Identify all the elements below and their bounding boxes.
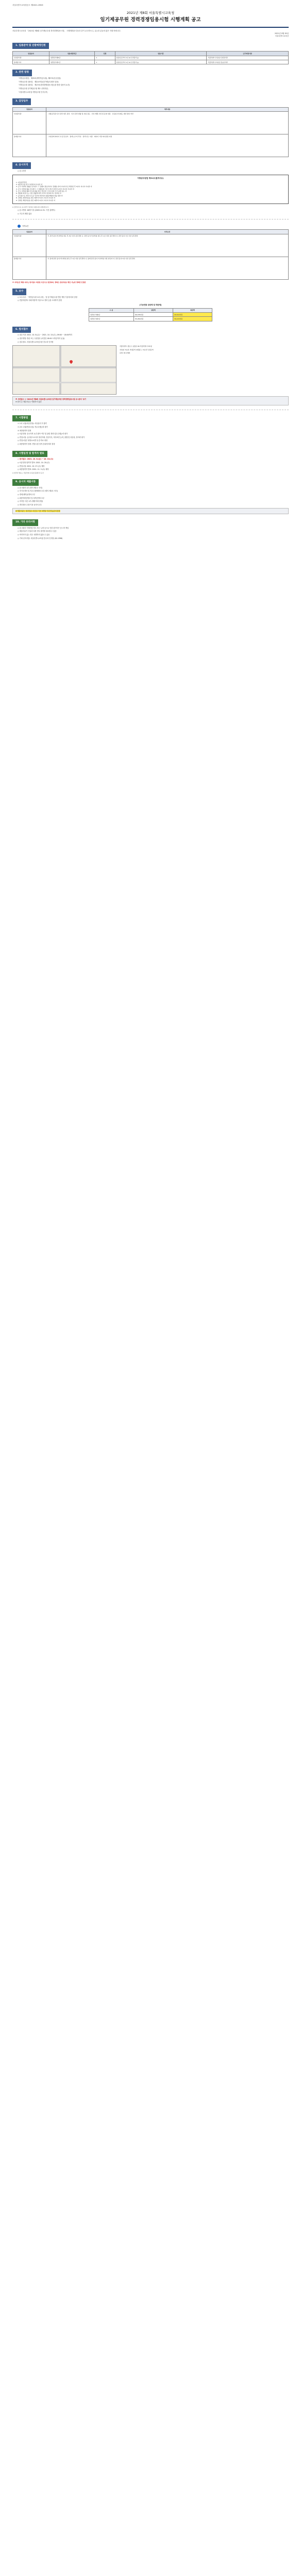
table-header: 임용분야 (13, 52, 49, 56)
note: ※ 결격사유 등 응시자격 기준일은 최종시험 시행일입니다. (12, 206, 49, 208)
box-title: 지방공무원법 제31조(결격사유) (137, 177, 164, 179)
step-item: ① 1차 시험(서류전형): 서류심사 후 합격 (18, 422, 47, 425)
item-label: 응시연령 (19, 209, 26, 211)
table-header: 구 분 (89, 308, 134, 312)
doc-line: ○ 응시원서 1부 (별지 제1호 서식) (18, 486, 43, 489)
table-header: 세부내용 (46, 107, 289, 111)
box-line: 8. 징계로 파면처분을 받은 때부터 5년이 지나지 아니한 자 (16, 197, 56, 199)
law-item: 「지방공무원 임기제공무원 제도 운영지침」 (18, 87, 49, 90)
table-cell: · 교육통계 데이터 수집 및 분석 · 통계 보고서 작성 · 정책 연구 지원 · 데이터 기반 의사결정 지원 (46, 134, 289, 157)
table-row (13, 234, 289, 257)
title-block (12, 11, 289, 24)
item-label: 접수장소 (19, 341, 26, 343)
table-header: 임용예정직급 (49, 52, 94, 56)
item-label: 자격요건 (22, 225, 29, 228)
section-3 (12, 98, 289, 157)
section-4-title: 4. 응시자격 (12, 162, 31, 169)
notice-box (12, 396, 289, 405)
section-2 (12, 70, 289, 93)
title-line2: 임기제공무원 경력경쟁임용시험 시행계획 공고 (100, 17, 201, 23)
salary-table (89, 308, 212, 321)
table-cell: 39,223천원 (173, 317, 212, 321)
box-line: 5. 금고 이상의 형의 선고유예를 받은 경우에 그 선고유예 기간 중에 있는 자 (16, 190, 67, 193)
method-line: ○ 서류전형: 응시자격 요건 충족 여부 및 관련 경력·업무수행능력 평가 (18, 433, 68, 435)
box-line: 1. 피성년후견인 (16, 181, 27, 183)
location-map-block (12, 345, 289, 395)
box-line: 3. 금고 이상의 실형을 선고받고 그 집행이 종료되거나 집행을 받지 아니하기로 확정된 후 5년이 지나지 아니한 자 (16, 185, 92, 188)
table-cell: 서울특별시교육청 정보분석과 (207, 60, 289, 64)
table-cell: 55,059천원 (133, 317, 173, 321)
announce-date: 2021년 9월 30일 (274, 32, 289, 35)
duty-table (12, 107, 289, 157)
table-row (13, 112, 289, 134)
section-1 (12, 43, 289, 65)
table-cell: 일반임기제7급 (89, 317, 134, 321)
law-item: 「지방공무원 임용령」 제21조의2(임기제공무원의 임용) (18, 80, 59, 83)
title-line1: 2021년 제8회 서울특별시교육청 (126, 11, 175, 15)
method-line: ○ 면접시험은 평정요소별 상·중·하로 평정 (18, 439, 48, 442)
note: ※ 합격자 발표는 서울특별시교육청 홈페이지 공지 (12, 471, 44, 474)
law-item: 「지방공무원법」 제25조(계약직공무원), 제27조(신규임용) (18, 77, 61, 80)
notice-line: ○ 응시원서 기재사항 착오 또는 누락 등으로 인한 불이익은 응시자 책임 (18, 527, 69, 529)
item-text: 아래 하한액 이상으로 경력 등을 고려하여 결정 (28, 299, 62, 302)
notice-line: ○ 기타 문의사항: 서울특별시교육청 총무과 인사팀 (02-1396) (18, 537, 63, 539)
item-label: 접수방법 (19, 337, 26, 340)
map-road (13, 382, 116, 383)
bullet-icon (18, 225, 21, 228)
item-heading (18, 225, 289, 228)
notice-line: ※ 우편접수 시 '2021년 제8회 서울특별시교육청 임기제공무원 경력경쟁임용시험 응시원서' 표기 (15, 398, 86, 401)
item-heading: ○ 응시자격 (18, 170, 26, 172)
table-cell: 가. 통계 관련 분야 학사학위 취득 후 1년 이상 실무경력 나. 통계 관련 분야 석사학위 이상 취득자 다. 관련 분야 3년 이상 실무경력 (46, 257, 289, 279)
notice-box (12, 508, 289, 515)
doc-line: ○ 최종학력증명서 및 성적증명서 1부 (18, 497, 44, 499)
section-9-title: 9. 응시자 제출서류 (12, 479, 39, 486)
section-3-title: 3. 담당업무 (12, 98, 31, 105)
table-cell: 통계분석사 (13, 257, 46, 279)
section-1-title: 1. 임용분야 및 선발예정인원 (12, 43, 49, 49)
table-cell: · 지방공무원 인사 관련 업무 담당 · 인사 관련 법령 및 지침 검토 · 인사 계획 수립 및 운영 지원 · 교육청 인사제도 개선 방안 마련 (46, 112, 289, 134)
table-cell: 인천원서과 (13, 56, 49, 60)
recruit-table (12, 51, 289, 64)
item-heading: ○ 보수수준: 「지방공무원 보수규정」 및 임기제공무원 연봉 책정 기준에 따라 결정 (18, 296, 77, 298)
table-cell: 일반임기제7급 (49, 60, 94, 64)
item-heading: ○ 응시연령: 18세 이상 (2003.12.31. 이전 출생자) (18, 209, 55, 211)
section-7 (12, 415, 289, 446)
table-header: 자격요건 (46, 230, 289, 234)
item-text: 서울특별시교육청 3층 총무과 인사팀 (27, 341, 54, 343)
highlight-note: ※ 제출서류는 원서접수 마감일 기준 3개월 이내 발급분에 한함 (15, 510, 60, 512)
table-row (13, 257, 289, 279)
map-transit: 지하철: 5호선 서대문역 4번출구 / 3호선 독립문역 (120, 348, 154, 351)
box-line: 7. 공무원으로 재직기간 중 직무와 관련하여 횡령·배임의 죄를 범한 자 (16, 194, 63, 197)
item-heading: ○ 연봉하한액: 아래 하한액 이상으로 경력 등을 고려하여 결정 (18, 299, 62, 302)
notice-line: ※ 원서 등 제출서류는 반환하지 않음 (15, 400, 42, 403)
table-cell: 임용일로부터 1년 (1년 연장가능) (115, 56, 207, 60)
item-text: 18세 이상 (2003.12.31. 이전 출생자) (27, 209, 55, 211)
item-label: 보수수준 (19, 296, 26, 298)
document-header: 서울특별시교육청공고 제2021-196호 (12, 4, 44, 6)
location-map[interactable] (12, 345, 116, 395)
section-qualification (12, 225, 289, 283)
item-text: 2021. 10. 8.(금) ~ 2021. 10. 13.(수), 09:00 ~ 18:00까지 (27, 334, 72, 336)
table-row (89, 317, 212, 321)
box-line: 6. 법원의 판결 또는 다른 법률에 따라 자격이 상실되거나 정지된 자 (16, 192, 61, 195)
item-heading: ○ 접수방법: 방문 또는 우편접수 (마감일 18:00 도착분까지 유효) (18, 337, 65, 340)
table-cell: 인천원서과 (13, 234, 46, 257)
schedule-line: ○ 최종합격자 발표: 2021. 11. 3.(수) 예정 (18, 468, 49, 471)
doc-line: ○ 자기소개서 및 직무수행계획서 1부 (별지 제2호 서식) (18, 490, 58, 493)
map-info (120, 345, 289, 395)
map-road (59, 346, 61, 394)
box-line: 2. 파산선고를 받고 복권되지 아니한 자 (16, 183, 43, 186)
item-heading: ○ 거주지 제한 없음 (18, 212, 32, 215)
step-item: ③ 최종합격자 결정 (18, 429, 31, 432)
table-cell: 임용일로부터 1년 (1년 연장가능) (115, 60, 207, 64)
item-heading: ○ 접수장소: 서울특별시교육청 3층 총무과 인사팀 (18, 341, 54, 343)
table-header: 하한액 (173, 308, 212, 312)
section-10-title: 10. 기타 유의사항 (12, 519, 38, 526)
item-text: 「지방공무원 보수규정」 및 임기제공무원 연봉 책정 기준에 따라 결정 (27, 296, 77, 298)
law-item: 「서울특별시교육청 지방공무원 인사규칙」 (18, 91, 49, 93)
table-header: 인원 (95, 52, 115, 56)
table-cell: 통계분석사 (13, 60, 49, 64)
table-cell: 통계분석사 (13, 134, 46, 157)
notice-line: ○ 적격자가 없는 경우 선발하지 않을 수 있음 (18, 534, 50, 536)
law-item: 「지방공무원 임용령」 제17조(경력경쟁임용시험등을 통한 임용의 요건) (18, 84, 70, 87)
title-divider (12, 27, 289, 28)
map-phone: 문의: 02-1396 (120, 352, 130, 354)
table-row (13, 134, 289, 157)
table-row (13, 56, 289, 60)
table-cell: 일반임기제6급 (49, 56, 94, 60)
table-cell: 일반임기제6급 (89, 313, 134, 317)
box-line: 4. 금고 이상의 형을 선고받고 그 집행유예 기간이 끝난 날부터 2년이 지나지 아니한 자 (16, 188, 74, 190)
item-label: 접수기간 (19, 334, 26, 336)
table-cell: 서울특별시교육청 인천원서과 (207, 56, 289, 60)
section-8-title: 8. 시험일정 및 합격자 발표 (12, 451, 47, 457)
item-label: 거주지 제한 없음 (19, 212, 32, 215)
schedule-line: ○ 원서접수: 2021. 10. 8.(금) ~ 10. 13.(수) (18, 458, 54, 461)
table-cell: 66,978천원 (133, 313, 173, 317)
qualification-table (12, 229, 289, 279)
table-cell: 인천원서과 (13, 112, 46, 134)
intro-text: 서울특별시교육청 「2021년 제8회 임기제공무원 경력경쟁임용시험」 시행계획을 다음과 같이 공고하오니, 유능한 분들의 많은 지원 바랍니다. (12, 29, 121, 32)
section-6-title: 6. 원서접수 (12, 327, 31, 333)
table-header: 임용기간 (115, 52, 207, 56)
table-cell: 1 (95, 56, 115, 60)
table-cell: 1 (95, 60, 115, 64)
section-8 (12, 451, 289, 474)
table-header: 근무예정기관 (207, 52, 289, 56)
disqualification-box (12, 175, 289, 204)
item-text: 방문 또는 우편접수 (마감일 18:00 도착분까지 유효) (27, 337, 65, 340)
section-2-title: 2. 관련 법령 (12, 70, 32, 76)
table-header: 상한액 (133, 308, 173, 312)
section-10 (12, 519, 289, 539)
table-cell: 가. 관련 분야 학사학위 취득 후 3년 이상 실무경력 나. 관련 분야 석사학위 취득 후 1년 이상 실무경력 다. 관련 분야 7년 이상 실무경력 (46, 234, 289, 257)
section-5 (12, 289, 289, 321)
salary-table-title: [기준연봉 상한액 및 하한액] (139, 303, 162, 306)
map-road (13, 366, 116, 368)
section-9 (12, 479, 289, 514)
section-7-title: 7. 시험방법 (12, 415, 31, 422)
map-pin-icon (69, 360, 73, 364)
schedule-line: ○ 면접시험: 2021. 10. 27.(수) 예정 (18, 465, 45, 467)
warning-note: ※ 자격요건 해당 여부는 원서접수 마감일 기준으로 판단하며, 경력은 증빙서류로 확인 가능한 경력만 인정함 (12, 281, 86, 283)
doc-line: ○ 자격증 사본 1부 (해당자에 한함) (18, 500, 43, 503)
doc-line: ○ 개인정보 수집·이용 동의서 1부 (18, 503, 42, 506)
item-heading: ○ 접수기간: 2021. 10. 8.(금) ~ 2021. 10. 13.(수), 09:00 ~ 18:00까지 (18, 334, 72, 336)
schedule-line: ○ 서류전형 합격자 발표: 2021. 10. 20.(수) (18, 462, 50, 464)
table-header: 임용분야 (13, 107, 46, 111)
method-line: ○ 면접시험: 공무원으로서의 정신자세, 전문지식, 의사표현 능력, 품행 및 성실성, 창의력 평가 (18, 436, 85, 438)
section-5-title: 5. 보수 (12, 289, 26, 295)
doc-line: ○ 경력(재직)증명서 1부 (18, 493, 35, 496)
notice-line: ○ 제출서류가 사실과 다를 경우 합격을 취소할 수 있음 (18, 530, 57, 533)
method-line: ○ 최종합격자 결정: 면접시험 성적 순위에 따라 결정 (18, 443, 55, 446)
table-row (13, 60, 289, 64)
item-label: 연봉하한액 (19, 299, 28, 302)
issuer: 서울특별시교육감 (275, 35, 289, 37)
section-6 (12, 327, 289, 405)
table-row (89, 313, 212, 317)
item-label: 응시자격 (19, 170, 26, 172)
step-item: ② 2차 시험(면접시험): 직무수행능력 평가 (18, 426, 48, 428)
map-address: 서울특별시 종로구 송월길 48 서울특별시교육청 (120, 345, 152, 348)
table-header: 임용분야 (13, 230, 46, 234)
section-4 (12, 162, 289, 215)
box-line: 9. 징계로 해임처분을 받은 때부터 3년이 지나지 아니한 자 (16, 199, 56, 201)
table-cell: 44,614천원 (173, 313, 212, 317)
